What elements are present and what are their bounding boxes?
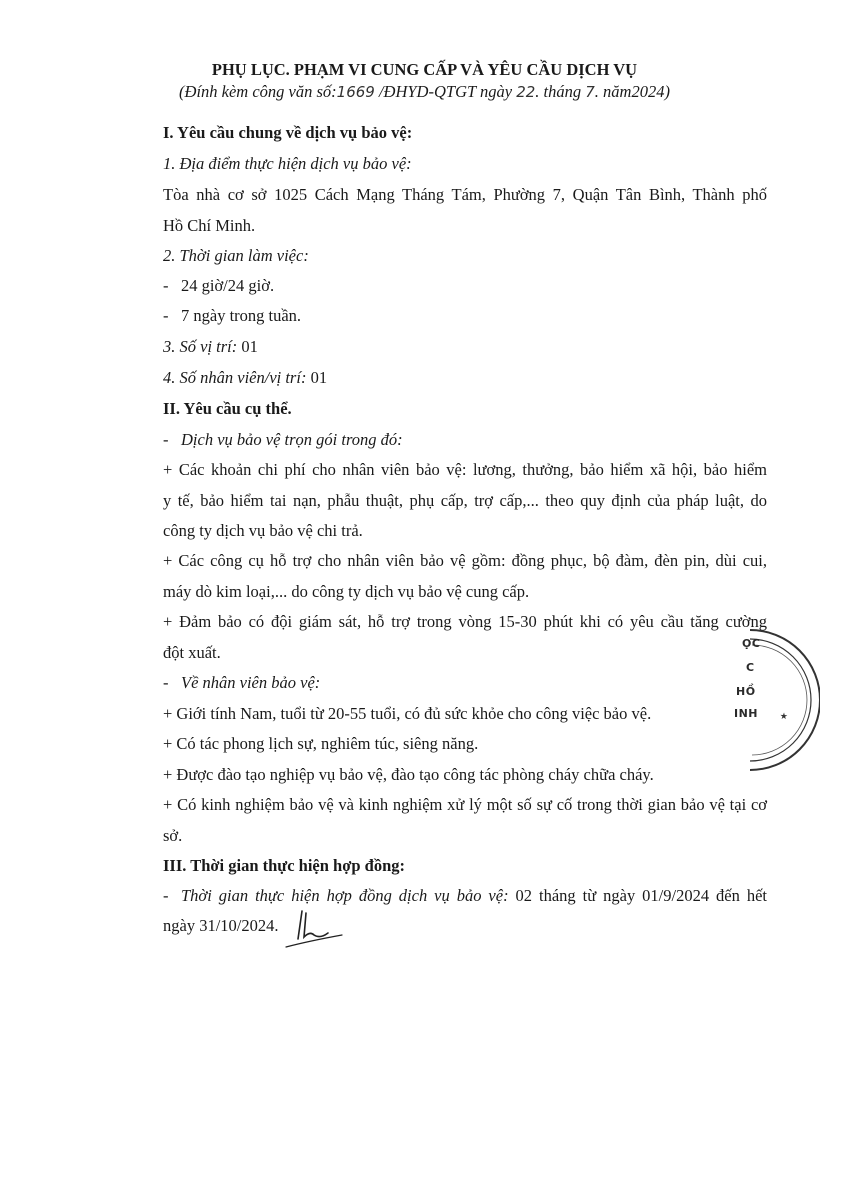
section1-item1-label: 1. Địa điểm thực hiện dịch vụ bảo vệ: (163, 154, 412, 173)
section2-sub2-p1: + Giới tính Nam, tuổi từ 20-55 tuổi, có đủ sức khỏe cho công việc bảo vệ. (163, 704, 652, 723)
signature-initials (284, 905, 344, 955)
section1-item3: 3. Số vị trí: 01 (163, 337, 258, 356)
section2-sub2-p3: + Được đào tạo nghiệp vụ bảo vệ, đào tạo công tác phòng cháy chữa cháy. (163, 765, 654, 784)
section2-sub2-p4-line1: + Có kinh nghiệm bảo vệ và kinh nghiệm xử lý một số sự cố trong thời gian bảo vệ tại cơ (163, 795, 767, 814)
section2-sub1-label: - Dịch vụ bảo vệ trọn gói trong đó: (163, 430, 403, 449)
stamp-text-2: C (746, 661, 755, 674)
section2-sub1-p1-line1: + Các khoản chi phí cho nhân viên bảo vệ: lương, thưởng, bảo hiểm xã hội, bảo hiểm (163, 460, 767, 479)
section2-sub1-p2-line1: + Các công cụ hỗ trợ cho nhân viên bảo vệ gồm: đồng phục, bộ đàm, đèn pin, dùi cui, (163, 551, 767, 570)
section3-item-line1: - Thời gian thực hiện hợp đồng dịch vụ bảo vệ: 02 tháng từ ngày 01/9/2024 đến hết (163, 886, 767, 905)
section1-item2-bullet2: - 7 ngày trong tuần. (163, 306, 302, 325)
section1-item2-label: 2. Thời gian làm việc: (163, 246, 309, 265)
stamp-text-3: HỒ (736, 685, 756, 698)
subtitle-mid: /ĐHYD-QTGT ngày (374, 82, 517, 101)
section2-heading: II. Yêu cầu cụ thể. (163, 399, 292, 418)
section1-item4: 4. Số nhân viên/vị trí: 01 (163, 368, 328, 387)
section1-item1-text-line2: Hồ Chí Minh. (163, 216, 256, 235)
section2-sub1-p1-line3: công ty dịch vụ bảo vệ chi trả. (163, 521, 363, 540)
section1-heading: I. Yêu cầu chung về dịch vụ bảo vệ: (163, 123, 413, 142)
section2-sub1-p1-line2: y tế, bảo hiểm tai nạn, phẫu thuật, phụ cấp, trợ cấp,... theo quy định của pháp luật, do (163, 491, 767, 510)
subtitle-prefix: (Đính kèm công văn số: (179, 82, 337, 101)
document-title: PHỤ LỤC. PHẠM VI CUNG CẤP VÀ YÊU CẦU DỊCH VỤ (211, 60, 638, 79)
section1-item1-text-line1: Tòa nhà cơ sở 1025 Cách Mạng Tháng Tám, Phường 7, Quận Tân Bình, Thành phố (163, 185, 767, 204)
section2-sub1-p2-line2: máy dò kim loại,... do công ty dịch vụ bảo vệ cung cấp. (163, 582, 530, 601)
subtitle-mid2: . tháng (535, 82, 586, 101)
document-subtitle (0, 82, 849, 102)
handwritten-day: 22 (516, 83, 536, 101)
handwritten-month: 7 (585, 83, 595, 101)
handwritten-document-number: 1669 (336, 83, 375, 101)
official-stamp (690, 625, 820, 775)
section2-sub2-label: - Về nhân viên bảo vệ: (163, 673, 321, 692)
stamp-text-4: INH (734, 707, 759, 720)
section2-sub1-p3-line1: + Đảm bảo có đội giám sát, hỗ trợ trong vòng 15-30 phút khi có yêu cầu tăng cường (163, 612, 767, 631)
section3-heading: III. Thời gian thực hiện hợp đồng: (163, 856, 405, 875)
section1-item2-bullet1: - 24 giờ/24 giờ. (163, 276, 275, 295)
section2-sub2-p2: + Có tác phong lịch sự, nghiêm túc, siêng năng. (163, 734, 479, 753)
section2-sub1-p3-line2: đột xuất. (163, 643, 221, 662)
section2-sub2-p4-line2: sở. (163, 826, 183, 845)
svg-text:★: ★ (777, 711, 789, 722)
section3-item-line2: ngày 31/10/2024. (163, 916, 279, 935)
subtitle-suffix: . năm2024) (594, 82, 670, 101)
stamp-text-1: ỌC (742, 637, 761, 650)
